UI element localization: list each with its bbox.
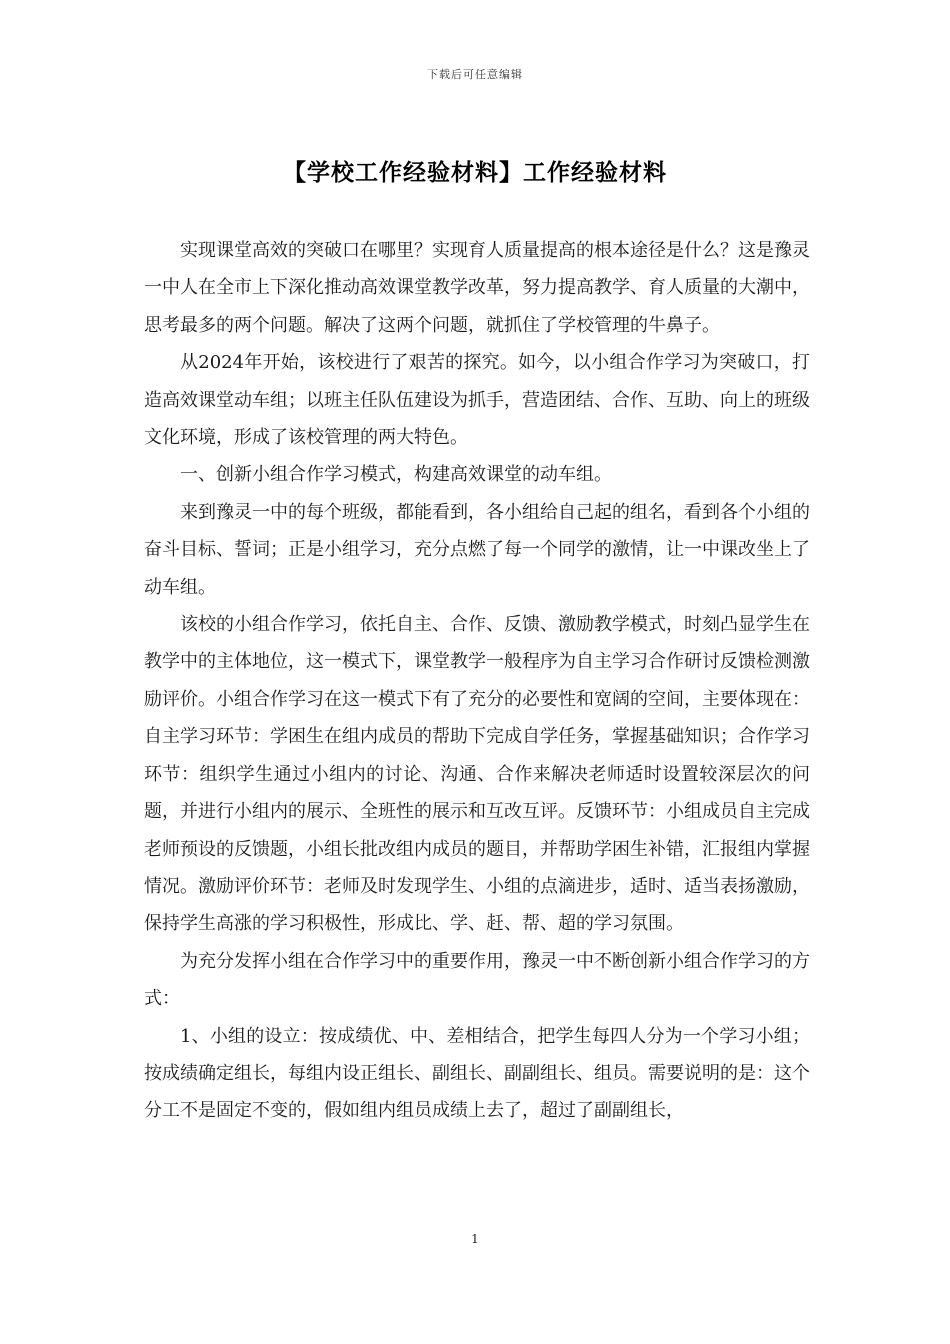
paragraph: 该校的小组合作学习，依托自主、合作、反馈、激励教学模式，时刻凸显学生在教学中的主体地位，这一模式下，课堂教学一般程序为自主学习合作研讨反馈检测激励评价。小组合作学习在这一模式下有了充分的必要性和宽阔的空间，主要体现在：自主学习环节：学困生在组内成员的帮助下完成自学任务，掌握基础知识；合作学习环节：组织学生通过小组内的讨论、沟通、合作来解决老师适时设置较深层次的问题，并进行小组内的展示、全班性的展示和互改互评。反馈环节：小组成员自主完成老师预设的反馈题，小组长批改组内成员的题目，并帮助学困生补错，汇报组内掌握情况。激励评价环节：老师及时发现学生、小组的点滴进步，适时、适当表扬激励，保持学生高涨的学习积极性，形成比、学、赶、帮、超的学习氛围。 bbox=[144, 614, 810, 935]
document-body bbox=[144, 232, 810, 1130]
paragraph: 为充分发挥小组在合作学习中的重要作用，豫灵一中不断创新小组合作学习的方式： bbox=[144, 950, 810, 1010]
header-note: 下载后可任意编辑 bbox=[427, 68, 523, 81]
document-title: 【学校工作经验材料】工作经验材料 bbox=[283, 159, 667, 186]
section-heading: 一、创新小组合作学习模式，构建高效课堂的动车组。 bbox=[180, 464, 612, 486]
paragraph: 实现课堂高效的突破口在哪里？实现育人质量提高的根本途径是什么？这是豫灵一中人在全市上下深化推动高效课堂教学改革，努力提高教学、育人质量的大潮中，思考最多的两个问题。解决了这两个问题，就抓住了学校管理的牛鼻子。 bbox=[144, 240, 810, 336]
paragraph: 来到豫灵一中的每个班级，都能看到，各小组给自己起的组名，看到各个小组的奋斗目标、誓词；正是小组学习，充分点燃了每一个同学的激情，让一中课改坐上了动车组。 bbox=[144, 501, 810, 598]
paragraph: 1、小组的设立：按成绩优、中、差相结合，把学生每四人分为一个学习小组；按成绩确定组长，每组内设正组长、副组长、副副组长、组员。需要说明的是：这个分工不是固定不变的，假如组内组员成绩上去了，超过了副副组长， bbox=[144, 1025, 810, 1122]
page-number: 1 bbox=[471, 1232, 479, 1246]
paragraph: 从2024年开始，该校进行了艰苦的探究。如今，以小组合作学习为突破口，打造高效课堂动车组；以班主任队伍建设为抓手，营造团结、合作、互助、向上的班级文化环境，形成了该校管理的两大特色。 bbox=[144, 352, 810, 449]
